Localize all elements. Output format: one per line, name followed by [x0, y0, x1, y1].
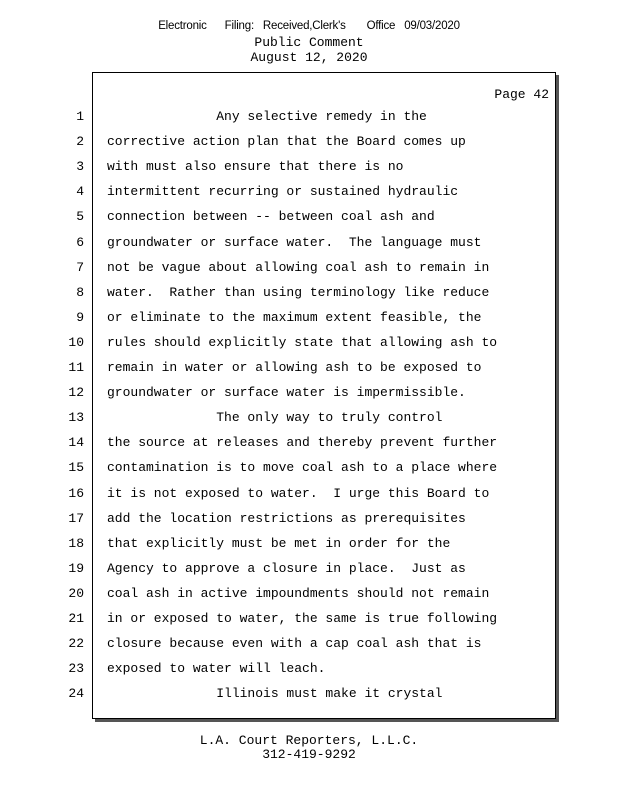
line-number: 4: [76, 184, 84, 199]
line-text: Any selective remedy in the: [107, 109, 427, 124]
line-number: 2: [76, 134, 84, 149]
line-text: water. Rather than using terminology like reduce: [107, 285, 490, 300]
line-number: 15: [68, 460, 84, 475]
line-number: 18: [68, 536, 84, 551]
line-text: remain in water or allowing ash to be exposed to: [107, 360, 482, 375]
line-text: groundwater or surface water. The language must: [107, 235, 482, 250]
line-text: or eliminate to the maximum extent feasible, the: [107, 310, 482, 325]
line-text: it is not exposed to water. I urge this Board to: [107, 486, 490, 501]
line-text: exposed to water will leach.: [107, 661, 326, 676]
line-number: 11: [68, 360, 84, 375]
line-number: 6: [76, 235, 84, 250]
line-text: The only way to truly control: [107, 410, 443, 425]
line-number: 9: [76, 310, 84, 325]
header-title: Public Comment: [254, 35, 364, 50]
line-text: the source at releases and thereby prevent further: [107, 435, 498, 450]
line-text: add the location restrictions as prerequisites: [107, 511, 466, 526]
line-text: corrective action plan that the Board comes up: [107, 134, 466, 149]
line-number: 13: [68, 410, 84, 425]
line-text: not be vague about allowing coal ash to remain in: [107, 260, 490, 275]
line-number: 19: [68, 561, 84, 576]
line-text: intermittent recurring or sustained hydraulic: [107, 184, 459, 199]
header-date: August 12, 2020: [250, 50, 368, 65]
line-number: 17: [68, 511, 84, 526]
filing-stamp: Electronic Filing: Received,Clerk's Office 09/03/2020: [158, 20, 460, 32]
footer-company: L.A. Court Reporters, L.L.C.: [199, 733, 419, 748]
line-number: 12: [68, 385, 84, 400]
line-number: 10: [68, 335, 84, 350]
line-text: Illinois must make it crystal: [107, 686, 443, 701]
line-text: groundwater or surface water is impermissible.: [107, 385, 466, 400]
line-text: contamination is to move coal ash to a place where: [107, 460, 498, 475]
line-text: connection between -- between coal ash and: [107, 209, 435, 224]
footer-phone: 312-419-9292: [262, 747, 356, 762]
line-number: 8: [76, 285, 84, 300]
line-number: 16: [68, 486, 84, 501]
line-text: Agency to approve a closure in place. Just as: [107, 561, 466, 576]
line-text: coal ash in active impoundments should not remain: [107, 586, 490, 601]
line-number: 1: [76, 109, 84, 124]
line-number: 14: [68, 435, 84, 450]
line-text: rules should explicitly state that allowing ash to: [107, 335, 498, 350]
line-number: 24: [68, 686, 84, 701]
line-number: 22: [68, 636, 84, 651]
line-number: 7: [76, 260, 84, 275]
line-number: 20: [68, 586, 84, 601]
line-text: in or exposed to water, the same is true following: [107, 611, 498, 626]
line-number: 3: [76, 159, 84, 174]
line-number: 5: [76, 209, 84, 224]
line-text: closure because even with a cap coal ash that is: [107, 636, 482, 651]
page-number: Page 42: [494, 87, 549, 102]
line-number: 23: [68, 661, 84, 676]
line-text: with must also ensure that there is no: [107, 159, 404, 174]
line-number: 21: [68, 611, 84, 626]
line-text: that explicitly must be met in order for the: [107, 536, 451, 551]
